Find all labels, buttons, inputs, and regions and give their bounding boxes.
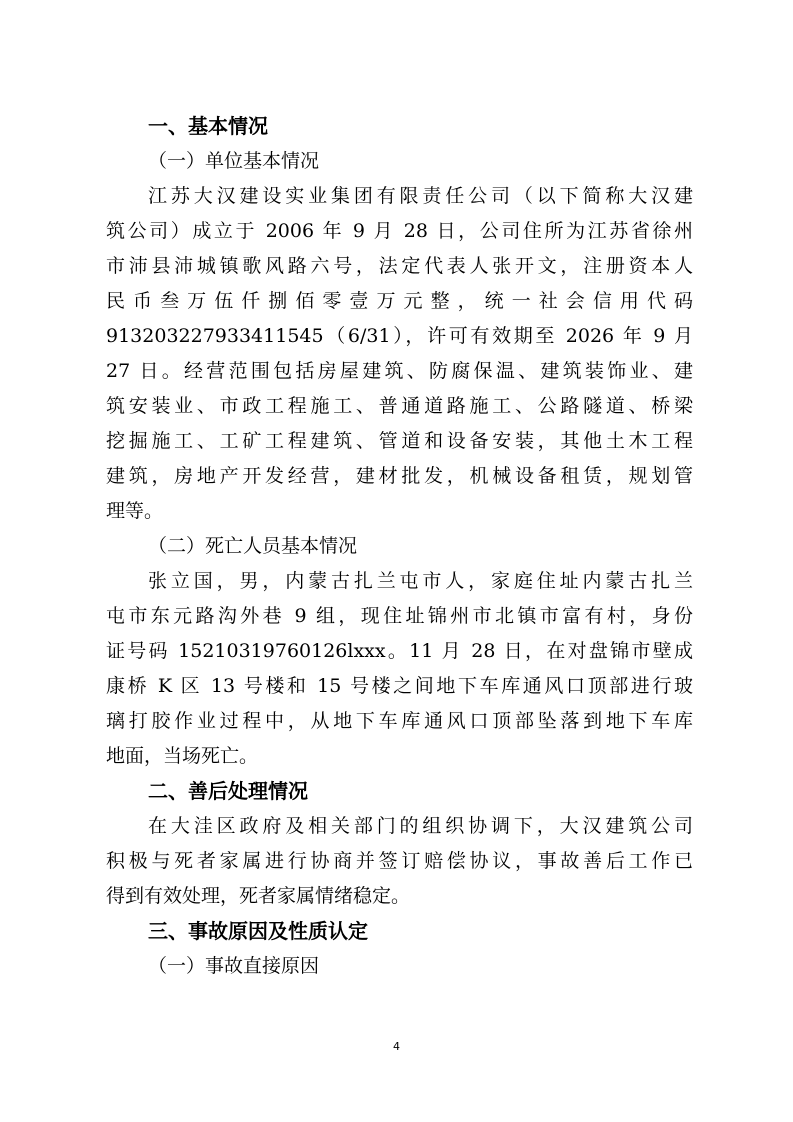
paragraph-line: 理等。 (106, 500, 164, 522)
paragraph-line: 康桥 K 区 13 号楼和 15 号楼之间地下车库通风口顶部进行玻 (106, 675, 693, 697)
paragraph-line: 筑安装业、市政工程施工、普通道路施工、公路隧道、桥梁 (106, 395, 693, 417)
paragraph-line: 积极与死者家属进行协商并签订赔偿协议，事故善后工作已 (106, 850, 693, 872)
paragraph-line: 913203227933411545（6/31），许可有效期至 2026 年 9 月 (106, 325, 693, 347)
paragraph-line: 挖掘施工、工矿工程建筑、管道和设备安装，其他土木工程 (106, 430, 693, 452)
paragraph-line: 地面，当场死亡。 (106, 745, 259, 767)
paragraph-line: 民币叁万伍仟捌佰零壹万元整，统一社会信用代码 (106, 290, 693, 312)
paragraph-line: 27 日。经营范围包括房屋建筑、防腐保温、建筑装饰业、建 (106, 360, 693, 382)
subsection-heading-unit-info: （一）单位基本情况 (148, 150, 320, 172)
paragraph-line: 在大洼区政府及相关部门的组织协调下，大汉建筑公司 (148, 815, 693, 837)
subsection-heading-deceased-info: （二）死亡人员基本情况 (148, 535, 358, 557)
paragraph-line: 市沛县沛城镇歌风路六号，法定代表人张开文，注册资本人 (106, 255, 693, 277)
paragraph-line: 屯市东元路沟外巷 9 组，现住址锦州市北镇市富有村，身份 (106, 605, 693, 627)
paragraph-line: 璃打胶作业过程中，从地下车库通风口顶部坠落到地下车库 (106, 710, 693, 732)
paragraph-line: 张立国，男，内蒙古扎兰屯市人，家庭住址内蒙古扎兰 (148, 570, 693, 592)
section-heading-aftermath: 二、善后处理情况 (148, 779, 308, 803)
paragraph-line: 证号码 15210319760126lxxx。11 月 28 日，在对盘锦市壁成 (106, 640, 693, 662)
subsection-heading-direct-cause: （一）事故直接原因 (148, 955, 320, 977)
paragraph-line: 建筑，房地产开发经营，建材批发，机械设备租赁，规划管 (106, 465, 693, 487)
paragraph-line: 江苏大汉建设实业集团有限责任公司（以下简称大汉建 (148, 185, 693, 207)
paragraph-line: 得到有效处理，死者家属情绪稳定。 (106, 885, 411, 907)
section-heading-basic-info: 一、基本情况 (148, 114, 268, 138)
section-heading-cause: 三、事故原因及性质认定 (148, 919, 368, 943)
page-number: 4 (393, 1040, 400, 1053)
paragraph-line: 筑公司）成立于 2006 年 9 月 28 日，公司住所为江苏省徐州 (106, 220, 693, 242)
